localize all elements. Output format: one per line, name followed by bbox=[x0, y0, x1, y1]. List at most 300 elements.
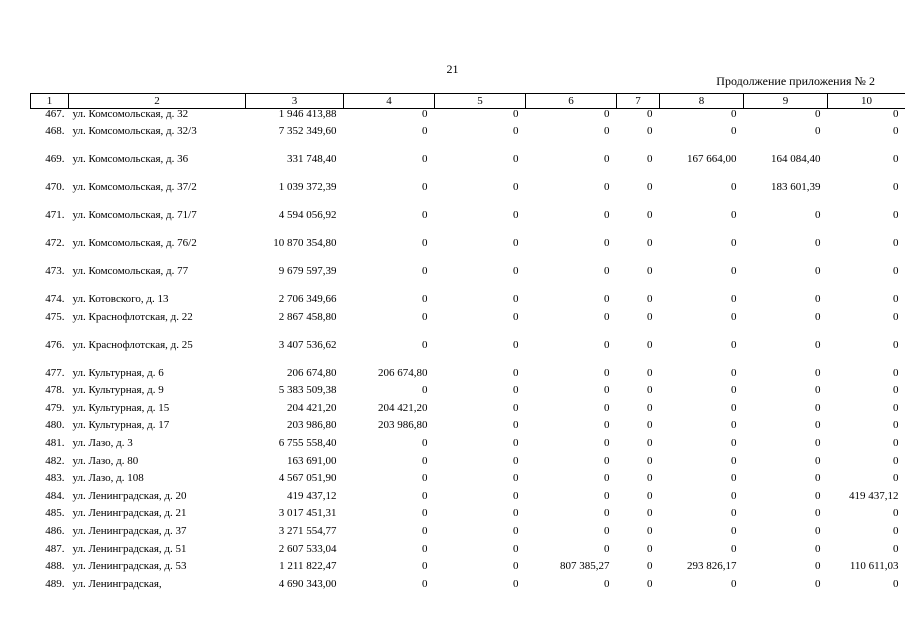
cell-text: 469. bbox=[45, 153, 65, 166]
cell-text: 0 bbox=[647, 293, 653, 306]
row-number bbox=[31, 182, 69, 210]
cell-text: 0 bbox=[422, 265, 428, 278]
row-number bbox=[31, 473, 69, 491]
value-cell bbox=[246, 312, 344, 340]
value-cell bbox=[828, 561, 905, 579]
value-cell bbox=[246, 385, 344, 403]
value-cell bbox=[828, 210, 905, 238]
cell-text: 0 bbox=[513, 310, 519, 323]
value-cell bbox=[344, 312, 435, 340]
value-cell bbox=[246, 126, 344, 154]
cell-text: 419 437,12 bbox=[849, 489, 899, 502]
cell-text: 4 690 343,00 bbox=[278, 577, 337, 590]
value-cell bbox=[526, 473, 617, 491]
cell-text: 0 bbox=[815, 454, 821, 467]
cell-text: 2 706 349,66 bbox=[278, 293, 337, 306]
cell-text: 0 bbox=[647, 472, 653, 485]
value-cell bbox=[526, 154, 617, 182]
row-number bbox=[31, 526, 69, 544]
value-cell bbox=[246, 403, 344, 421]
value-cell bbox=[744, 182, 828, 210]
value-cell bbox=[526, 403, 617, 421]
value-cell bbox=[828, 385, 905, 403]
cell-text: 482. bbox=[45, 454, 65, 467]
cell-text: 0 bbox=[604, 293, 610, 306]
value-cell bbox=[344, 368, 435, 386]
value-cell bbox=[660, 109, 744, 127]
page-number: 21 bbox=[446, 62, 459, 76]
value-cell bbox=[828, 544, 905, 562]
address-text: ул. Комсомольская, д. 71/7 bbox=[72, 209, 197, 222]
cell-text: 0 bbox=[513, 489, 519, 502]
address-text: ул. Ленинградская, д. 53 bbox=[72, 560, 187, 573]
table-row bbox=[31, 266, 905, 294]
value-cell bbox=[526, 266, 617, 294]
cell-text: 0 bbox=[604, 366, 610, 379]
table-row bbox=[31, 544, 905, 562]
cell-text: 0 bbox=[604, 181, 610, 194]
value-cell bbox=[246, 561, 344, 579]
cell-text: 477. bbox=[45, 366, 65, 379]
cell-text: 0 bbox=[422, 437, 428, 450]
value-cell bbox=[744, 126, 828, 154]
value-cell bbox=[344, 438, 435, 456]
row-number bbox=[31, 561, 69, 579]
cell-text: 0 bbox=[815, 577, 821, 590]
cell-text: 0 bbox=[604, 419, 610, 432]
value-cell bbox=[828, 238, 905, 266]
cell-text: 484. bbox=[45, 489, 65, 502]
value-cell bbox=[435, 508, 526, 526]
cell-text: 2 867 458,80 bbox=[278, 310, 337, 323]
cell-text: 0 bbox=[893, 153, 899, 166]
cell-text: 0 bbox=[513, 472, 519, 485]
cell-text: 0 bbox=[422, 507, 428, 520]
cell-text: 470. bbox=[45, 181, 65, 194]
address-cell bbox=[69, 238, 246, 266]
header-cell: 6 bbox=[526, 94, 617, 109]
value-cell bbox=[828, 154, 905, 182]
value-cell bbox=[526, 368, 617, 386]
value-cell bbox=[660, 368, 744, 386]
cell-text: 0 bbox=[513, 454, 519, 467]
cell-text: 0 bbox=[893, 507, 899, 520]
value-cell bbox=[435, 182, 526, 210]
cell-text: 0 bbox=[815, 293, 821, 306]
value-cell bbox=[617, 368, 660, 386]
address-cell bbox=[69, 544, 246, 562]
cell-text: 0 bbox=[422, 338, 428, 351]
cell-text: 0 bbox=[513, 366, 519, 379]
value-cell bbox=[617, 561, 660, 579]
value-cell bbox=[660, 266, 744, 294]
cell-text: 1 946 413,88 bbox=[278, 108, 337, 120]
table-row bbox=[31, 210, 905, 238]
value-cell bbox=[526, 508, 617, 526]
value-cell bbox=[246, 544, 344, 562]
value-cell bbox=[344, 266, 435, 294]
address-cell bbox=[69, 579, 246, 597]
value-cell bbox=[744, 508, 828, 526]
header-row bbox=[31, 94, 905, 109]
row-number bbox=[31, 266, 69, 294]
value-cell bbox=[617, 508, 660, 526]
value-cell bbox=[526, 579, 617, 597]
row-number bbox=[31, 456, 69, 474]
table-row bbox=[31, 294, 905, 312]
address-text: ул. Лазо, д. 80 bbox=[72, 454, 139, 467]
cell-text: 0 bbox=[893, 525, 899, 538]
cell-text: 0 bbox=[731, 542, 737, 555]
value-cell bbox=[246, 438, 344, 456]
address-text: ул. Культурная, д. 17 bbox=[72, 419, 170, 432]
cell-text: 204 421,20 bbox=[287, 401, 337, 414]
cell-text: 0 bbox=[731, 401, 737, 414]
value-cell bbox=[660, 182, 744, 210]
row-number bbox=[31, 508, 69, 526]
address-text: ул. Комсомольская, д. 37/2 bbox=[72, 181, 197, 194]
value-cell bbox=[828, 312, 905, 340]
cell-text: 0 bbox=[604, 437, 610, 450]
value-cell bbox=[435, 126, 526, 154]
cell-text: 0 bbox=[647, 560, 653, 573]
cell-text: 0 bbox=[422, 153, 428, 166]
cell-text: 474. bbox=[45, 293, 65, 306]
table-row bbox=[31, 561, 905, 579]
cell-text: 0 bbox=[815, 265, 821, 278]
value-cell bbox=[344, 126, 435, 154]
cell-text: 0 bbox=[513, 419, 519, 432]
cell-text: 419 437,12 bbox=[287, 489, 337, 502]
cell-text: 479. bbox=[45, 401, 65, 414]
value-cell bbox=[435, 403, 526, 421]
value-cell bbox=[744, 340, 828, 368]
cell-text: 0 bbox=[893, 293, 899, 306]
value-cell bbox=[435, 385, 526, 403]
value-cell bbox=[344, 210, 435, 238]
cell-text: 0 bbox=[893, 209, 899, 222]
value-cell bbox=[828, 340, 905, 368]
address-text: ул. Краснофлотская, д. 22 bbox=[72, 310, 193, 323]
value-cell bbox=[246, 579, 344, 597]
cell-text: 0 bbox=[604, 525, 610, 538]
row-number bbox=[31, 491, 69, 509]
header-cell: 9 bbox=[744, 94, 828, 109]
cell-text: 0 bbox=[647, 237, 653, 250]
address-text: ул. Ленинградская, д. 51 bbox=[72, 542, 187, 555]
cell-text: 0 bbox=[647, 437, 653, 450]
cell-text: 0 bbox=[604, 237, 610, 250]
cell-text: 0 bbox=[731, 209, 737, 222]
value-cell bbox=[617, 579, 660, 597]
address-text: ул. Краснофлотская, д. 25 bbox=[72, 338, 193, 351]
value-cell bbox=[246, 340, 344, 368]
value-cell bbox=[744, 579, 828, 597]
cell-text: 164 084,40 bbox=[771, 153, 821, 166]
table-row bbox=[31, 385, 905, 403]
row-number bbox=[31, 340, 69, 368]
header-cell: 5 bbox=[435, 94, 526, 109]
cell-text: 0 bbox=[893, 472, 899, 485]
cell-text: 0 bbox=[647, 125, 653, 138]
value-cell bbox=[617, 491, 660, 509]
cell-text: 0 bbox=[893, 454, 899, 467]
value-cell bbox=[526, 294, 617, 312]
cell-text: 0 bbox=[647, 366, 653, 379]
cell-text: 0 bbox=[815, 560, 821, 573]
table-row bbox=[31, 340, 905, 368]
cell-text: 5 383 509,38 bbox=[278, 384, 337, 397]
address-text: ул. Комсомольская, д. 32/3 bbox=[72, 125, 197, 138]
value-cell bbox=[744, 403, 828, 421]
cell-text: 203 986,80 bbox=[287, 419, 337, 432]
cell-text: 0 bbox=[513, 181, 519, 194]
value-cell bbox=[344, 109, 435, 127]
cell-text: 0 bbox=[647, 454, 653, 467]
cell-text: 0 bbox=[815, 401, 821, 414]
cell-text: 0 bbox=[647, 542, 653, 555]
value-cell bbox=[744, 544, 828, 562]
cell-text: 0 bbox=[731, 577, 737, 590]
address-text: ул. Ленинградская, д. 37 bbox=[72, 525, 187, 538]
value-cell bbox=[526, 561, 617, 579]
table-row bbox=[31, 109, 905, 127]
value-cell bbox=[526, 385, 617, 403]
cell-text: 0 bbox=[604, 401, 610, 414]
address-cell bbox=[69, 294, 246, 312]
value-cell bbox=[246, 109, 344, 127]
header-cell: 8 bbox=[660, 94, 744, 109]
value-cell bbox=[744, 420, 828, 438]
cell-text: 0 bbox=[731, 419, 737, 432]
cell-text: 0 bbox=[731, 507, 737, 520]
address-cell bbox=[69, 420, 246, 438]
value-cell bbox=[617, 238, 660, 266]
cell-text: 1 039 372,39 bbox=[278, 181, 337, 194]
cell-text: 0 bbox=[604, 153, 610, 166]
cell-text: 0 bbox=[422, 310, 428, 323]
cell-text: 0 bbox=[604, 507, 610, 520]
cell-text: 0 bbox=[647, 108, 653, 120]
value-cell bbox=[660, 438, 744, 456]
cell-text: 0 bbox=[647, 401, 653, 414]
value-cell bbox=[526, 312, 617, 340]
value-cell bbox=[344, 385, 435, 403]
table-body bbox=[31, 109, 905, 597]
table-row bbox=[31, 312, 905, 340]
cell-text: 0 bbox=[893, 577, 899, 590]
value-cell bbox=[660, 456, 744, 474]
value-cell bbox=[660, 579, 744, 597]
cell-text: 0 bbox=[815, 472, 821, 485]
cell-text: 167 664,00 bbox=[687, 153, 737, 166]
value-cell bbox=[435, 238, 526, 266]
cell-text: 0 bbox=[731, 338, 737, 351]
address-cell bbox=[69, 438, 246, 456]
cell-text: 473. bbox=[45, 265, 65, 278]
cell-text: 0 bbox=[513, 401, 519, 414]
cell-text: 3 271 554,77 bbox=[278, 525, 337, 538]
cell-text: 0 bbox=[893, 338, 899, 351]
cell-text: 0 bbox=[647, 507, 653, 520]
value-cell bbox=[744, 456, 828, 474]
header-cell: 3 bbox=[246, 94, 344, 109]
header-cell: 7 bbox=[617, 94, 660, 109]
value-cell bbox=[246, 526, 344, 544]
cell-text: 0 bbox=[604, 338, 610, 351]
row-number bbox=[31, 403, 69, 421]
cell-text: 0 bbox=[647, 338, 653, 351]
data-table bbox=[30, 93, 905, 596]
cell-text: 0 bbox=[604, 577, 610, 590]
value-cell bbox=[435, 312, 526, 340]
cell-text: 0 bbox=[604, 108, 610, 120]
cell-text: 0 bbox=[647, 153, 653, 166]
cell-text: 0 bbox=[422, 125, 428, 138]
address-cell bbox=[69, 109, 246, 127]
cell-text: 472. bbox=[45, 237, 65, 250]
cell-text: 0 bbox=[731, 237, 737, 250]
row-number bbox=[31, 154, 69, 182]
value-cell bbox=[246, 508, 344, 526]
cell-text: 0 bbox=[513, 125, 519, 138]
cell-text: 0 bbox=[815, 209, 821, 222]
table-row bbox=[31, 526, 905, 544]
header-cell: 4 bbox=[344, 94, 435, 109]
value-cell bbox=[744, 561, 828, 579]
value-cell bbox=[660, 210, 744, 238]
cell-text: 0 bbox=[513, 209, 519, 222]
value-cell bbox=[246, 238, 344, 266]
address-text: ул. Лазо, д. 108 bbox=[72, 472, 144, 485]
value-cell bbox=[617, 526, 660, 544]
cell-text: 204 421,20 bbox=[378, 401, 428, 414]
cell-text: 0 bbox=[513, 437, 519, 450]
value-cell bbox=[828, 438, 905, 456]
cell-text: 0 bbox=[815, 108, 821, 120]
cell-text: 0 bbox=[513, 577, 519, 590]
cell-text: 478. bbox=[45, 384, 65, 397]
value-cell bbox=[344, 491, 435, 509]
table-row bbox=[31, 238, 905, 266]
value-cell bbox=[344, 473, 435, 491]
value-cell bbox=[617, 182, 660, 210]
cell-text: 0 bbox=[893, 384, 899, 397]
value-cell bbox=[344, 294, 435, 312]
value-cell bbox=[744, 210, 828, 238]
value-cell bbox=[660, 312, 744, 340]
cell-text: 4 567 051,90 bbox=[278, 472, 337, 485]
cell-text: 4 594 056,92 bbox=[278, 209, 337, 222]
row-number bbox=[31, 126, 69, 154]
value-cell bbox=[344, 154, 435, 182]
cell-text: 0 bbox=[815, 125, 821, 138]
value-cell bbox=[617, 385, 660, 403]
value-cell bbox=[617, 154, 660, 182]
cell-text: 0 bbox=[731, 265, 737, 278]
cell-text: 483. bbox=[45, 472, 65, 485]
address-cell bbox=[69, 126, 246, 154]
cell-text: 0 bbox=[604, 310, 610, 323]
value-cell bbox=[526, 544, 617, 562]
value-cell bbox=[526, 238, 617, 266]
cell-text: 0 bbox=[731, 384, 737, 397]
address-text: ул. Комсомольская, д. 36 bbox=[72, 153, 189, 166]
value-cell bbox=[246, 210, 344, 238]
value-cell bbox=[660, 154, 744, 182]
row-number bbox=[31, 368, 69, 386]
cell-text: 0 bbox=[604, 125, 610, 138]
value-cell bbox=[617, 403, 660, 421]
cell-text: 0 bbox=[815, 338, 821, 351]
value-cell bbox=[344, 403, 435, 421]
value-cell bbox=[617, 266, 660, 294]
value-cell bbox=[744, 294, 828, 312]
value-cell bbox=[435, 561, 526, 579]
cell-text: 3 407 536,62 bbox=[278, 338, 337, 351]
value-cell bbox=[744, 491, 828, 509]
cell-text: 0 bbox=[815, 384, 821, 397]
cell-text: 0 bbox=[815, 507, 821, 520]
cell-text: 0 bbox=[604, 472, 610, 485]
value-cell bbox=[526, 340, 617, 368]
header-cell: 1 bbox=[31, 94, 69, 109]
cell-text: 480. bbox=[45, 419, 65, 432]
value-cell bbox=[744, 438, 828, 456]
cell-text: 110 611,03 bbox=[849, 560, 899, 573]
address-text: ул. Котовского, д. 13 bbox=[72, 293, 169, 306]
value-cell bbox=[526, 438, 617, 456]
cell-text: 0 bbox=[815, 542, 821, 555]
cell-text: 7 352 349,60 bbox=[278, 125, 337, 138]
value-cell bbox=[246, 266, 344, 294]
address-text: ул. Ленинградская, д. 21 bbox=[72, 507, 187, 520]
value-cell bbox=[617, 210, 660, 238]
value-cell bbox=[344, 238, 435, 266]
value-cell bbox=[660, 544, 744, 562]
row-number bbox=[31, 210, 69, 238]
cell-text: 0 bbox=[422, 472, 428, 485]
cell-text: 488. bbox=[45, 560, 65, 573]
value-cell bbox=[660, 491, 744, 509]
cell-text: 475. bbox=[45, 310, 65, 323]
address-text: ул. Ленинградская, bbox=[72, 577, 162, 590]
value-cell bbox=[828, 420, 905, 438]
address-cell bbox=[69, 210, 246, 238]
value-cell bbox=[246, 473, 344, 491]
value-cell bbox=[344, 544, 435, 562]
cell-text: 0 bbox=[422, 293, 428, 306]
address-text: ул. Комсомольская, д. 76/2 bbox=[72, 237, 197, 250]
cell-text: 2 607 533,04 bbox=[278, 542, 337, 555]
address-cell bbox=[69, 368, 246, 386]
value-cell bbox=[660, 473, 744, 491]
cell-text: 0 bbox=[815, 489, 821, 502]
value-cell bbox=[344, 579, 435, 597]
cell-text: 0 bbox=[893, 366, 899, 379]
value-cell bbox=[526, 456, 617, 474]
value-cell bbox=[660, 561, 744, 579]
table-row bbox=[31, 473, 905, 491]
value-cell bbox=[526, 526, 617, 544]
continuation-caption: Продолжение приложения № 2 bbox=[716, 74, 875, 88]
cell-text: 0 bbox=[731, 181, 737, 194]
cell-text: 0 bbox=[815, 419, 821, 432]
cell-text: 206 674,80 bbox=[287, 366, 337, 379]
value-cell bbox=[744, 154, 828, 182]
value-cell bbox=[744, 238, 828, 266]
table-row bbox=[31, 491, 905, 509]
